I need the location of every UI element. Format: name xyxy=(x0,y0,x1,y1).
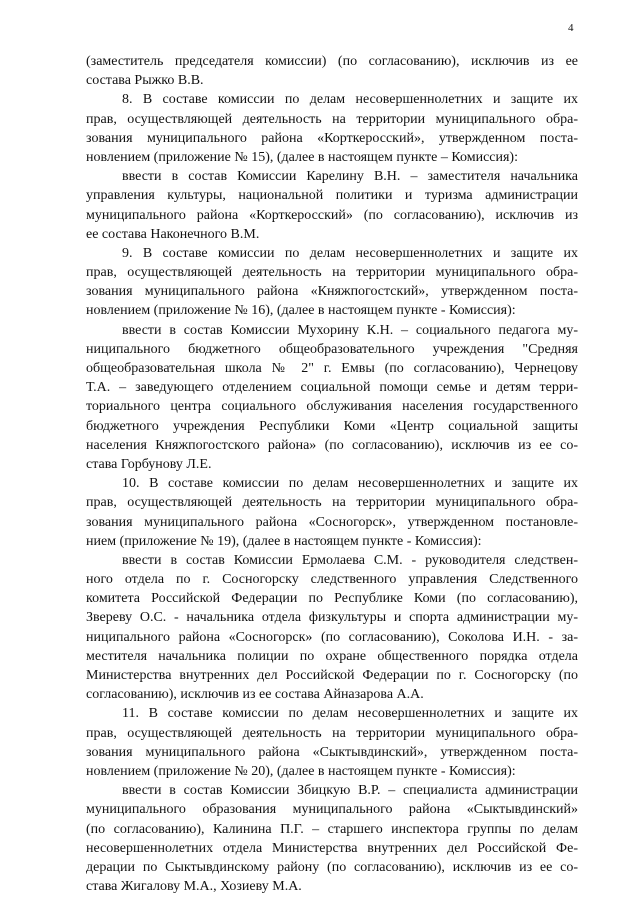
paragraph xyxy=(86,474,578,551)
paragraph-line: ввести в состав Комиссии Ермолаева С.М. - руководителя следствен- xyxy=(122,552,578,568)
paragraph xyxy=(86,52,578,90)
paragraph-line: прав, осуществляющей деятельность на территории муниципального обра- xyxy=(86,111,578,127)
paragraph-line: Звереву О.С. - начальника отдела физкультуры и спорта администрации му- xyxy=(86,610,578,626)
paragraph-line: ее состава Наконечного В.М. xyxy=(86,226,260,242)
paragraph-line: Т.А. – заведующего отделением социальной помощи семье и детям терри- xyxy=(86,380,578,396)
paragraph-line: прав, осуществляющей деятельность на территории муниципального обра- xyxy=(86,725,578,741)
paragraph-line: ного отдела по г. Сосногорску следственного управления Следственного xyxy=(86,572,578,588)
paragraph-line: ввести в состав Комиссии Карелину В.Н. – заместителя начальника xyxy=(122,169,578,185)
paragraph-line: населения Княжпогостского района» (по согласованию), исключив из ее со- xyxy=(86,437,578,453)
paragraph-line: ниципального бюджетного общеобразовательного учреждения "Средняя xyxy=(86,341,578,357)
paragraph xyxy=(86,321,578,475)
paragraph-line: муниципального образования муниципального района «Сыктывдинский» xyxy=(86,802,578,818)
paragraph-line: новлением (приложение № 16), (далее в настоящем пункте - Комиссия): xyxy=(86,303,516,319)
paragraph-line: става Жигалову М.А., Хозиеву М.А. xyxy=(86,879,302,895)
paragraph-line: зования муниципального района «Сыктывдинский», утвержденном поста- xyxy=(86,744,578,760)
paragraph-line: става Горбунову Л.Е. xyxy=(86,456,212,472)
paragraph-line: новлением (приложение № 15), (далее в настоящем пункте – Комиссия): xyxy=(86,149,518,165)
paragraph-line: бюджетного учреждения Республики Коми «Центр социальной защиты xyxy=(86,418,578,434)
paragraph-line: ввести в состав Комиссии Мухорину К.Н. – социального педагога му- xyxy=(122,322,578,338)
paragraph-line: зования муниципального района «Княжпогостский», утвержденном поста- xyxy=(86,284,578,300)
paragraph-line: 8. В составе комиссии по делам несовершеннолетних и защите их xyxy=(122,92,578,108)
paragraph-line: ввести в состав Комиссии Збицкую В.Р. – специалиста администрации xyxy=(122,783,578,799)
paragraph-line: новлением (приложение № 20), (далее в настоящем пункте - Комиссия): xyxy=(86,763,516,779)
paragraph-line: местителя начальника полиции по охране общественного порядка отдела xyxy=(86,648,578,664)
paragraph-line: (по согласованию), Калинина П.Г. – старшего инспектора группы по делам xyxy=(86,821,578,837)
paragraph-line: Министерства внутренних дел Российской Федерации по г. Сосногорску (по xyxy=(86,668,578,683)
paragraph xyxy=(86,551,578,705)
paragraph xyxy=(86,244,578,321)
paragraph-line: несовершеннолетних отдела Министерства внутренних дел Российской Фе- xyxy=(86,840,578,856)
paragraph-line: ниципального района «Сосногорск» (по согласованию), Соколова И.Н. - за- xyxy=(86,629,578,645)
paragraph-line: зования муниципального района «Сосногорск», утвержденном постановле- xyxy=(86,514,578,530)
paragraph-line: ториального центра социального обслуживания населения государственного xyxy=(86,399,578,415)
paragraph-line: комитета Российской Федерации по Республике Коми (по согласованию), xyxy=(86,591,578,607)
paragraph-line: дерации по Сыктывдинскому району (по согласованию), исключив из ее со- xyxy=(86,859,578,875)
paragraph xyxy=(86,704,578,781)
paragraph-line: муниципального района «Корткеросский» (по согласованию), исключив из xyxy=(86,207,578,223)
paragraph-line: прав, осуществляющей деятельность на территории муниципального обра- xyxy=(86,265,578,281)
paragraph-line: состава Рыжко В.В. xyxy=(86,73,204,89)
paragraph-line: (заместитель председателя комиссии) (по согласованию), исключив из ее xyxy=(86,54,578,69)
paragraph xyxy=(86,167,578,244)
paragraph-line: управления культуры, национальной политики и туризма администрации xyxy=(86,188,578,204)
paragraph-line: согласованию), исключив из ее состава Айназарова А.А. xyxy=(86,687,424,703)
paragraph-line: 10. В составе комиссии по делам несовершеннолетних и защите их xyxy=(122,476,578,492)
paragraph-line: нием (приложение № 19), (далее в настоящем пункте - Комиссия): xyxy=(86,533,482,549)
paragraph-line: зования муниципального района «Корткеросский», утвержденном поста- xyxy=(86,130,578,146)
paragraph-line: прав, осуществляющей деятельность на территории муниципального обра- xyxy=(86,495,578,511)
document-body xyxy=(86,52,578,896)
paragraph-line: 9. В составе комиссии по делам несовершеннолетних и защите их xyxy=(122,245,578,261)
paragraph-line: общеобразовательная школа № 2" г. Емвы (по согласованию), Чернецову xyxy=(86,361,578,376)
paragraph-line: 11. В составе комиссии по делам несовершеннолетних и защите их xyxy=(122,706,578,722)
paragraph xyxy=(86,781,578,896)
paragraph xyxy=(86,90,578,167)
page-number: 4 xyxy=(568,22,574,34)
